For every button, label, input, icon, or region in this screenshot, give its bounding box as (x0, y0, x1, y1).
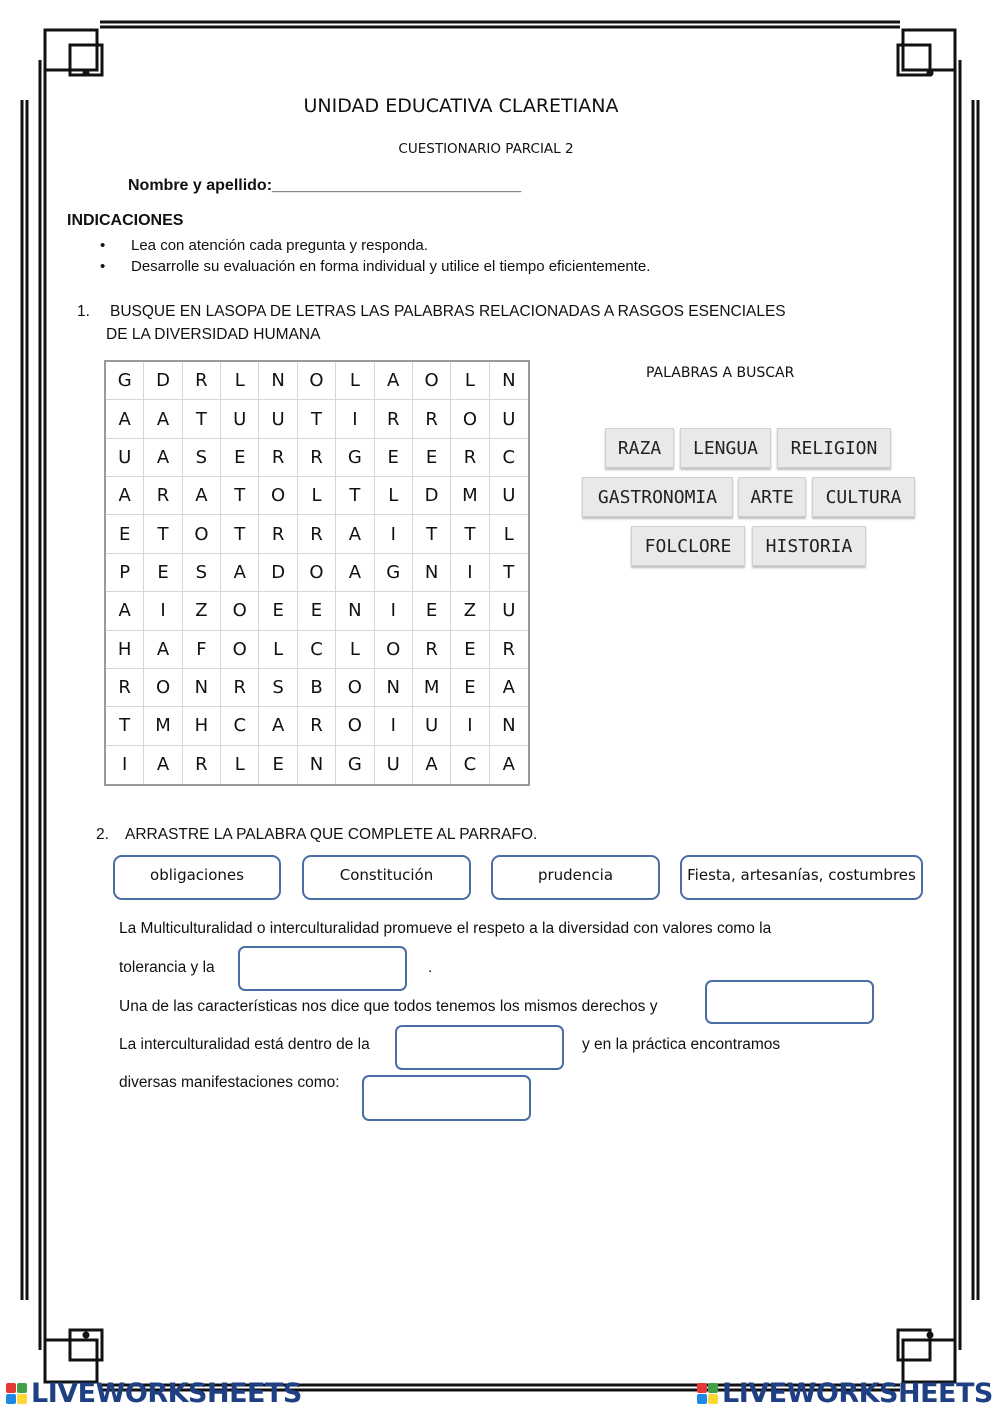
grid-cell[interactable]: L (259, 631, 297, 669)
question-text-line2: DE LA DIVERSIDAD HUMANA (106, 326, 321, 343)
grid-cell[interactable]: A (144, 746, 182, 784)
grid-cell[interactable]: E (413, 592, 451, 630)
grid-cell[interactable]: I (106, 746, 144, 784)
grid-cell[interactable]: H (183, 707, 221, 745)
grid-cell[interactable]: O (336, 707, 374, 745)
drag-option-obligaciones[interactable]: obligaciones (113, 855, 281, 900)
grid-cell[interactable]: R (259, 515, 297, 553)
grid-cell[interactable]: E (259, 746, 297, 784)
grid-cell[interactable]: L (336, 631, 374, 669)
grid-cell[interactable]: N (259, 362, 297, 400)
grid-cell[interactable]: A (144, 631, 182, 669)
question-1 (77, 300, 786, 346)
paragraph-line: y en la práctica encontramos (582, 1036, 781, 1053)
grid-cell[interactable]: R (375, 400, 413, 438)
drop-zone-2[interactable] (705, 980, 874, 1024)
grid-cell[interactable]: C (490, 439, 528, 477)
grid-cell[interactable]: R (259, 439, 297, 477)
grid-cell[interactable]: O (221, 592, 259, 630)
grid-cell[interactable]: A (144, 439, 182, 477)
name-field-label: Nombre y apellido:____________________________ (128, 177, 522, 194)
grid-cell[interactable]: R (490, 631, 528, 669)
grid-cell[interactable]: R (183, 362, 221, 400)
grid-cell[interactable]: L (221, 362, 259, 400)
grid-cell[interactable]: E (451, 669, 489, 707)
liveworksheets-logo-left (6, 1378, 302, 1409)
grid-cell[interactable]: I (451, 707, 489, 745)
grid-cell[interactable]: U (413, 707, 451, 745)
drag-option-constitucion[interactable]: Constitución (302, 855, 471, 900)
grid-cell[interactable]: E (413, 439, 451, 477)
paragraph-line: La interculturalidad está dentro de la (119, 1036, 370, 1053)
grid-cell[interactable]: R (413, 400, 451, 438)
grid-cell[interactable]: U (490, 400, 528, 438)
grid-cell[interactable]: R (451, 439, 489, 477)
word-chip-arte: ARTE (738, 477, 806, 517)
grid-cell[interactable]: R (144, 477, 182, 515)
paragraph-line: tolerancia y la (119, 959, 215, 976)
grid-cell[interactable]: C (221, 707, 259, 745)
grid-cell[interactable]: A (413, 746, 451, 784)
grid-cell[interactable]: A (183, 477, 221, 515)
grid-cell[interactable]: G (336, 439, 374, 477)
grid-cell[interactable]: E (144, 554, 182, 592)
grid-cell[interactable]: T (451, 515, 489, 553)
word-chip-gastronomia: GASTRONOMIA (582, 477, 733, 517)
word-chip-folclore: FOLCLORE (631, 526, 745, 566)
grid-cell[interactable]: A (106, 400, 144, 438)
grid-cell[interactable]: Z (451, 592, 489, 630)
grid-cell[interactable]: S (259, 669, 297, 707)
word-chip-historia: HISTORIA (752, 526, 866, 566)
grid-cell[interactable]: U (106, 439, 144, 477)
grid-cell[interactable]: M (413, 669, 451, 707)
grid-cell[interactable]: U (490, 592, 528, 630)
grid-cell[interactable]: Z (183, 592, 221, 630)
grid-cell[interactable]: O (451, 400, 489, 438)
grid-cell[interactable]: D (259, 554, 297, 592)
word-chip-lengua: LENGUA (680, 428, 771, 468)
grid-cell[interactable]: G (375, 554, 413, 592)
grid-cell[interactable]: L (375, 477, 413, 515)
grid-cell[interactable]: A (490, 669, 528, 707)
exam-title: CUESTIONARIO PARCIAL 2 (398, 141, 574, 157)
brand-text: LIVEWORKSHEETS (31, 1378, 302, 1409)
grid-cell[interactable]: M (144, 707, 182, 745)
grid-cell[interactable]: E (451, 631, 489, 669)
question-text: BUSQUE EN LASOPA DE LETRAS LAS PALABRAS RELACIONADAS A RASGOS ESENCIALES (110, 303, 786, 320)
grid-cell[interactable]: T (490, 554, 528, 592)
grid-cell[interactable]: E (259, 592, 297, 630)
paragraph-line: . (428, 959, 433, 976)
grid-cell[interactable]: S (183, 439, 221, 477)
grid-cell[interactable]: T (183, 400, 221, 438)
grid-cell[interactable]: R (183, 746, 221, 784)
grid-cell[interactable]: A (336, 515, 374, 553)
grid-cell[interactable]: F (183, 631, 221, 669)
grid-cell[interactable]: E (106, 515, 144, 553)
grid-cell[interactable]: L (451, 362, 489, 400)
question-2 (96, 826, 537, 844)
grid-cell[interactable]: O (144, 669, 182, 707)
grid-cell[interactable]: T (336, 477, 374, 515)
grid-cell[interactable]: O (336, 669, 374, 707)
grid-cell[interactable]: U (259, 400, 297, 438)
grid-cell[interactable]: I (451, 554, 489, 592)
liveworksheets-mark-icon (697, 1383, 719, 1405)
grid-cell[interactable]: T (106, 707, 144, 745)
grid-cell[interactable]: B (298, 669, 336, 707)
grid-cell[interactable]: L (298, 477, 336, 515)
grid-cell[interactable]: A (106, 592, 144, 630)
grid-cell[interactable]: G (336, 746, 374, 784)
grid-cell[interactable]: T (221, 515, 259, 553)
grid-cell[interactable]: N (490, 362, 528, 400)
grid-cell[interactable]: E (375, 439, 413, 477)
grid-cell[interactable]: I (375, 592, 413, 630)
grid-cell[interactable]: I (336, 400, 374, 438)
question-number: 1. (77, 303, 90, 320)
grid-cell[interactable]: P (106, 554, 144, 592)
instruction-item: • Lea con atención cada pregunta y responda. (100, 235, 650, 256)
school-title: UNIDAD EDUCATIVA CLARETIANA (303, 95, 619, 117)
instruction-item: • Desarrolle su evaluación en forma individual y utilice el tiempo eficientemente. (100, 256, 650, 277)
grid-cell[interactable]: N (298, 746, 336, 784)
brand-text: LIVEWORKSHEETS (722, 1378, 993, 1409)
instructions-list (100, 235, 650, 277)
grid-cell[interactable]: S (183, 554, 221, 592)
grid-cell[interactable]: A (336, 554, 374, 592)
grid-cell[interactable]: A (106, 477, 144, 515)
grid-cell[interactable]: D (144, 362, 182, 400)
question-number: 2. (96, 826, 109, 843)
grid-cell[interactable]: M (451, 477, 489, 515)
grid-cell[interactable]: E (298, 592, 336, 630)
drag-option-prudencia[interactable]: prudencia (491, 855, 660, 900)
grid-cell[interactable]: U (490, 477, 528, 515)
drop-zone-3[interactable] (395, 1025, 564, 1070)
grid-cell[interactable]: U (375, 746, 413, 784)
grid-cell[interactable]: I (144, 592, 182, 630)
grid-cell[interactable]: T (221, 477, 259, 515)
grid-cell[interactable]: L (336, 362, 374, 400)
instructions-title: INDICACIONES (67, 212, 184, 229)
word-search-grid[interactable] (104, 360, 530, 786)
grid-cell[interactable]: O (221, 631, 259, 669)
drop-zone-4[interactable] (362, 1075, 531, 1121)
drag-option-fiesta-artesanias-costumbres[interactable]: Fiesta, artesanías, costumbres (680, 855, 923, 900)
grid-cell[interactable]: R (106, 669, 144, 707)
grid-cell[interactable]: I (375, 707, 413, 745)
grid-cell[interactable]: G (106, 362, 144, 400)
grid-cell[interactable]: L (221, 746, 259, 784)
grid-cell[interactable]: A (144, 400, 182, 438)
grid-cell[interactable]: A (375, 362, 413, 400)
grid-cell[interactable]: O (183, 515, 221, 553)
liveworksheets-logo-right (697, 1378, 993, 1409)
grid-cell[interactable]: U (221, 400, 259, 438)
paragraph-line: diversas manifestaciones como: (119, 1074, 340, 1091)
grid-cell[interactable]: L (490, 515, 528, 553)
grid-cell[interactable]: R (298, 439, 336, 477)
grid-cell[interactable]: A (221, 554, 259, 592)
grid-cell[interactable]: N (336, 592, 374, 630)
grid-cell[interactable]: R (221, 669, 259, 707)
grid-cell[interactable]: N (375, 669, 413, 707)
grid-cell[interactable]: I (375, 515, 413, 553)
grid-cell[interactable]: O (413, 362, 451, 400)
grid-cell[interactable]: D (413, 477, 451, 515)
word-chip-raza: RAZA (605, 428, 674, 468)
grid-cell[interactable]: C (298, 631, 336, 669)
grid-cell[interactable]: N (183, 669, 221, 707)
grid-cell[interactable]: H (106, 631, 144, 669)
grid-cell[interactable]: O (298, 362, 336, 400)
grid-cell[interactable]: T (298, 400, 336, 438)
grid-cell[interactable]: E (221, 439, 259, 477)
grid-cell[interactable]: N (490, 707, 528, 745)
paragraph-line: Una de las características nos dice que todos tenemos los mismos derechos y (119, 998, 658, 1015)
grid-cell[interactable]: N (413, 554, 451, 592)
grid-cell[interactable]: T (144, 515, 182, 553)
grid-cell[interactable]: R (413, 631, 451, 669)
grid-cell[interactable]: A (502, 754, 515, 776)
question-text: ARRASTRE LA PALABRA QUE COMPLETE AL PARRAFO. (125, 826, 538, 843)
liveworksheets-mark-icon (6, 1383, 28, 1405)
paragraph-line: La Multiculturalidad o interculturalidad promueve el respeto a la diversidad con valores como la (119, 920, 772, 937)
grid-cell[interactable]: R (298, 707, 336, 745)
drop-zone-1[interactable] (238, 946, 407, 991)
word-chip-religion: RELIGION (777, 428, 891, 468)
grid-cell[interactable]: R (298, 515, 336, 553)
grid-cell[interactable]: T (413, 515, 451, 553)
word-chip-cultura: CULTURA (812, 477, 915, 517)
grid-cell[interactable]: O (298, 554, 336, 592)
grid-cell[interactable]: O (375, 631, 413, 669)
grid-cell[interactable]: C (451, 746, 489, 784)
words-title: PALABRAS A BUSCAR (646, 365, 795, 381)
grid-cell[interactable]: O (259, 477, 297, 515)
grid-cell[interactable]: A (259, 707, 297, 745)
